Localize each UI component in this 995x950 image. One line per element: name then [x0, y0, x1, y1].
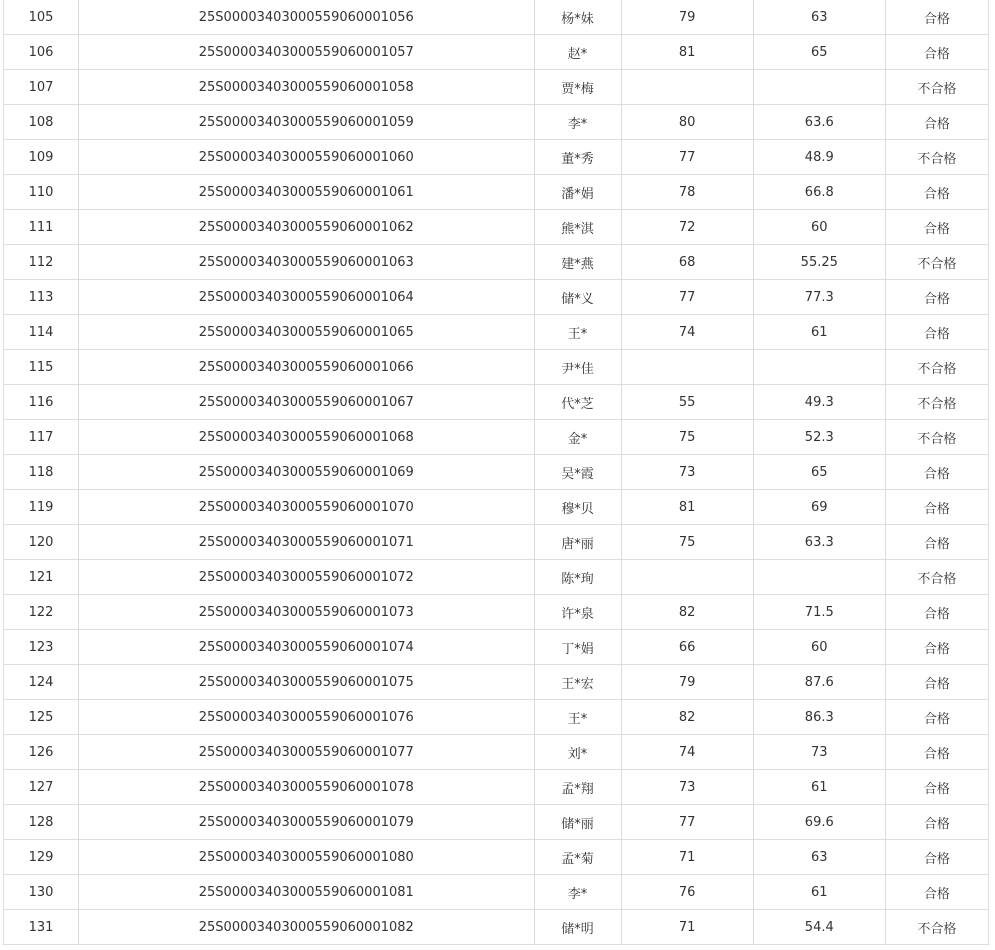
candidate-name-cell: 代*芝 — [534, 385, 621, 420]
result-cell: 合格 — [885, 0, 988, 35]
score-2-cell: 63 — [753, 0, 885, 35]
table-row — [4, 315, 989, 350]
result-cell: 合格 — [885, 665, 988, 700]
table-row — [4, 805, 989, 840]
row-index-cell: 107 — [4, 70, 79, 105]
score-1-cell: 73 — [621, 770, 753, 805]
row-index-cell: 117 — [4, 420, 79, 455]
score-1-cell: 77 — [621, 805, 753, 840]
exam-id-cell: 25S00003403000559060001073 — [79, 595, 534, 630]
exam-id-cell: 25S00003403000559060001063 — [79, 245, 534, 280]
candidate-name-cell: 赵* — [534, 35, 621, 70]
score-2-cell: 65 — [753, 455, 885, 490]
exam-id-cell: 25S00003403000559060001070 — [79, 490, 534, 525]
row-index-cell: 112 — [4, 245, 79, 280]
score-2-cell: 61 — [753, 875, 885, 910]
row-index-cell: 111 — [4, 210, 79, 245]
candidate-name-cell: 李* — [534, 875, 621, 910]
table-row — [4, 280, 989, 315]
result-cell: 合格 — [885, 840, 988, 875]
exam-id-cell: 25S00003403000559060001068 — [79, 420, 534, 455]
exam-id-cell: 25S00003403000559060001071 — [79, 525, 534, 560]
table-row — [4, 630, 989, 665]
exam-id-cell: 25S00003403000559060001065 — [79, 315, 534, 350]
candidate-name-cell: 建*燕 — [534, 245, 621, 280]
candidate-name-cell: 董*秀 — [534, 140, 621, 175]
table-row — [4, 525, 989, 560]
score-2-cell — [753, 350, 885, 385]
table-row — [4, 490, 989, 525]
result-cell: 合格 — [885, 875, 988, 910]
exam-id-cell: 25S00003403000559060001058 — [79, 70, 534, 105]
exam-id-cell: 25S00003403000559060001074 — [79, 630, 534, 665]
score-2-cell: 63.3 — [753, 525, 885, 560]
candidate-name-cell: 储*明 — [534, 910, 621, 945]
score-1-cell: 55 — [621, 385, 753, 420]
candidate-name-cell: 丁*娟 — [534, 630, 621, 665]
table-row — [4, 875, 989, 910]
row-index-cell: 114 — [4, 315, 79, 350]
result-cell: 合格 — [885, 770, 988, 805]
candidate-name-cell: 金* — [534, 420, 621, 455]
score-2-cell: 63.6 — [753, 105, 885, 140]
table-row — [4, 595, 989, 630]
table-row — [4, 665, 989, 700]
row-index-cell: 124 — [4, 665, 79, 700]
candidate-name-cell: 王* — [534, 700, 621, 735]
score-1-cell: 68 — [621, 245, 753, 280]
score-1-cell — [621, 350, 753, 385]
score-2-cell: 61 — [753, 770, 885, 805]
result-cell: 合格 — [885, 105, 988, 140]
candidate-name-cell: 刘* — [534, 735, 621, 770]
score-1-cell: 76 — [621, 875, 753, 910]
score-1-cell: 81 — [621, 35, 753, 70]
result-cell: 合格 — [885, 210, 988, 245]
score-2-cell: 49.3 — [753, 385, 885, 420]
score-1-cell: 77 — [621, 140, 753, 175]
score-2-cell: 61 — [753, 315, 885, 350]
table-row — [4, 420, 989, 455]
table-row — [4, 350, 989, 385]
exam-id-cell: 25S00003403000559060001075 — [79, 665, 534, 700]
table-row — [4, 735, 989, 770]
row-index-cell: 125 — [4, 700, 79, 735]
table-row — [4, 385, 989, 420]
candidate-name-cell: 杨*妹 — [534, 0, 621, 35]
row-index-cell: 120 — [4, 525, 79, 560]
table-row — [4, 770, 989, 805]
row-index-cell: 109 — [4, 140, 79, 175]
exam-id-cell: 25S00003403000559060001061 — [79, 175, 534, 210]
candidate-name-cell: 许*泉 — [534, 595, 621, 630]
row-index-cell: 121 — [4, 560, 79, 595]
row-index-cell: 123 — [4, 630, 79, 665]
candidate-name-cell: 陈*珣 — [534, 560, 621, 595]
exam-id-cell: 25S00003403000559060001072 — [79, 560, 534, 595]
row-index-cell: 119 — [4, 490, 79, 525]
table-row — [4, 560, 989, 595]
exam-id-cell: 25S00003403000559060001081 — [79, 875, 534, 910]
score-1-cell: 79 — [621, 665, 753, 700]
score-2-cell — [753, 70, 885, 105]
score-2-cell: 87.6 — [753, 665, 885, 700]
exam-id-cell: 25S00003403000559060001064 — [79, 280, 534, 315]
table-row — [4, 455, 989, 490]
score-1-cell: 75 — [621, 525, 753, 560]
score-1-cell: 66 — [621, 630, 753, 665]
exam-id-cell: 25S00003403000559060001076 — [79, 700, 534, 735]
score-2-cell: 55.25 — [753, 245, 885, 280]
score-1-cell — [621, 560, 753, 595]
score-1-cell: 79 — [621, 0, 753, 35]
table-row — [4, 35, 989, 70]
row-index-cell: 116 — [4, 385, 79, 420]
score-1-cell: 77 — [621, 280, 753, 315]
result-cell: 合格 — [885, 315, 988, 350]
result-cell: 不合格 — [885, 910, 988, 945]
row-index-cell: 110 — [4, 175, 79, 210]
candidate-name-cell: 熊*淇 — [534, 210, 621, 245]
score-1-cell: 80 — [621, 105, 753, 140]
score-2-cell: 69.6 — [753, 805, 885, 840]
exam-id-cell: 25S00003403000559060001056 — [79, 0, 534, 35]
candidate-name-cell: 王* — [534, 315, 621, 350]
result-cell: 不合格 — [885, 350, 988, 385]
result-cell: 合格 — [885, 700, 988, 735]
row-index-cell: 128 — [4, 805, 79, 840]
exam-id-cell: 25S00003403000559060001059 — [79, 105, 534, 140]
score-2-cell: 60 — [753, 210, 885, 245]
candidate-name-cell: 潘*娟 — [534, 175, 621, 210]
exam-id-cell: 25S00003403000559060001062 — [79, 210, 534, 245]
table-row — [4, 245, 989, 280]
candidate-name-cell: 贾*梅 — [534, 70, 621, 105]
candidate-name-cell: 孟*翔 — [534, 770, 621, 805]
score-2-cell: 86.3 — [753, 700, 885, 735]
row-index-cell: 122 — [4, 595, 79, 630]
score-1-cell: 71 — [621, 840, 753, 875]
candidate-name-cell: 孟*菊 — [534, 840, 621, 875]
row-index-cell: 130 — [4, 875, 79, 910]
table-row — [4, 140, 989, 175]
candidate-name-cell: 储*丽 — [534, 805, 621, 840]
score-2-cell: 69 — [753, 490, 885, 525]
score-2-cell: 63 — [753, 840, 885, 875]
score-2-cell — [753, 560, 885, 595]
score-1-cell: 74 — [621, 315, 753, 350]
row-index-cell: 129 — [4, 840, 79, 875]
row-index-cell: 113 — [4, 280, 79, 315]
candidate-name-cell: 吴*霞 — [534, 455, 621, 490]
exam-id-cell: 25S00003403000559060001069 — [79, 455, 534, 490]
result-cell: 不合格 — [885, 70, 988, 105]
score-2-cell: 52.3 — [753, 420, 885, 455]
exam-id-cell: 25S00003403000559060001060 — [79, 140, 534, 175]
score-1-cell: 81 — [621, 490, 753, 525]
results-table-container — [3, 0, 989, 945]
score-2-cell: 65 — [753, 35, 885, 70]
exam-id-cell: 25S00003403000559060001082 — [79, 910, 534, 945]
result-cell: 合格 — [885, 525, 988, 560]
row-index-cell: 126 — [4, 735, 79, 770]
table-row — [4, 910, 989, 945]
result-cell: 合格 — [885, 175, 988, 210]
candidate-name-cell: 储*义 — [534, 280, 621, 315]
candidate-name-cell: 唐*丽 — [534, 525, 621, 560]
exam-id-cell: 25S00003403000559060001057 — [79, 35, 534, 70]
row-index-cell: 127 — [4, 770, 79, 805]
row-index-cell: 118 — [4, 455, 79, 490]
candidate-name-cell: 李* — [534, 105, 621, 140]
result-cell: 不合格 — [885, 385, 988, 420]
result-cell: 合格 — [885, 35, 988, 70]
exam-id-cell: 25S00003403000559060001079 — [79, 805, 534, 840]
score-2-cell: 77.3 — [753, 280, 885, 315]
score-2-cell: 60 — [753, 630, 885, 665]
score-2-cell: 66.8 — [753, 175, 885, 210]
score-1-cell: 75 — [621, 420, 753, 455]
result-cell: 不合格 — [885, 560, 988, 595]
score-1-cell: 74 — [621, 735, 753, 770]
results-table — [3, 0, 989, 945]
row-index-cell: 115 — [4, 350, 79, 385]
table-row — [4, 175, 989, 210]
row-index-cell: 131 — [4, 910, 79, 945]
exam-id-cell: 25S00003403000559060001067 — [79, 385, 534, 420]
score-1-cell: 82 — [621, 700, 753, 735]
score-1-cell: 72 — [621, 210, 753, 245]
row-index-cell: 108 — [4, 105, 79, 140]
table-row — [4, 70, 989, 105]
score-1-cell — [621, 70, 753, 105]
score-2-cell: 71.5 — [753, 595, 885, 630]
result-cell: 合格 — [885, 455, 988, 490]
row-index-cell: 106 — [4, 35, 79, 70]
score-1-cell: 73 — [621, 455, 753, 490]
table-body — [4, 0, 989, 945]
result-cell: 不合格 — [885, 245, 988, 280]
exam-id-cell: 25S00003403000559060001077 — [79, 735, 534, 770]
row-index-cell: 105 — [4, 0, 79, 35]
score-2-cell: 48.9 — [753, 140, 885, 175]
candidate-name-cell: 王*宏 — [534, 665, 621, 700]
score-2-cell: 73 — [753, 735, 885, 770]
result-cell: 合格 — [885, 280, 988, 315]
table-row — [4, 840, 989, 875]
score-2-cell: 54.4 — [753, 910, 885, 945]
table-row — [4, 210, 989, 245]
exam-id-cell: 25S00003403000559060001080 — [79, 840, 534, 875]
table-row — [4, 700, 989, 735]
candidate-name-cell: 穆*贝 — [534, 490, 621, 525]
result-cell: 合格 — [885, 595, 988, 630]
exam-id-cell: 25S00003403000559060001078 — [79, 770, 534, 805]
score-1-cell: 82 — [621, 595, 753, 630]
table-row — [4, 105, 989, 140]
score-1-cell: 78 — [621, 175, 753, 210]
result-cell: 合格 — [885, 490, 988, 525]
result-cell: 合格 — [885, 630, 988, 665]
score-1-cell: 71 — [621, 910, 753, 945]
result-cell: 合格 — [885, 735, 988, 770]
result-cell: 合格 — [885, 805, 988, 840]
result-cell: 不合格 — [885, 140, 988, 175]
table-row — [4, 0, 989, 35]
result-cell: 不合格 — [885, 420, 988, 455]
candidate-name-cell: 尹*佳 — [534, 350, 621, 385]
exam-id-cell: 25S00003403000559060001066 — [79, 350, 534, 385]
